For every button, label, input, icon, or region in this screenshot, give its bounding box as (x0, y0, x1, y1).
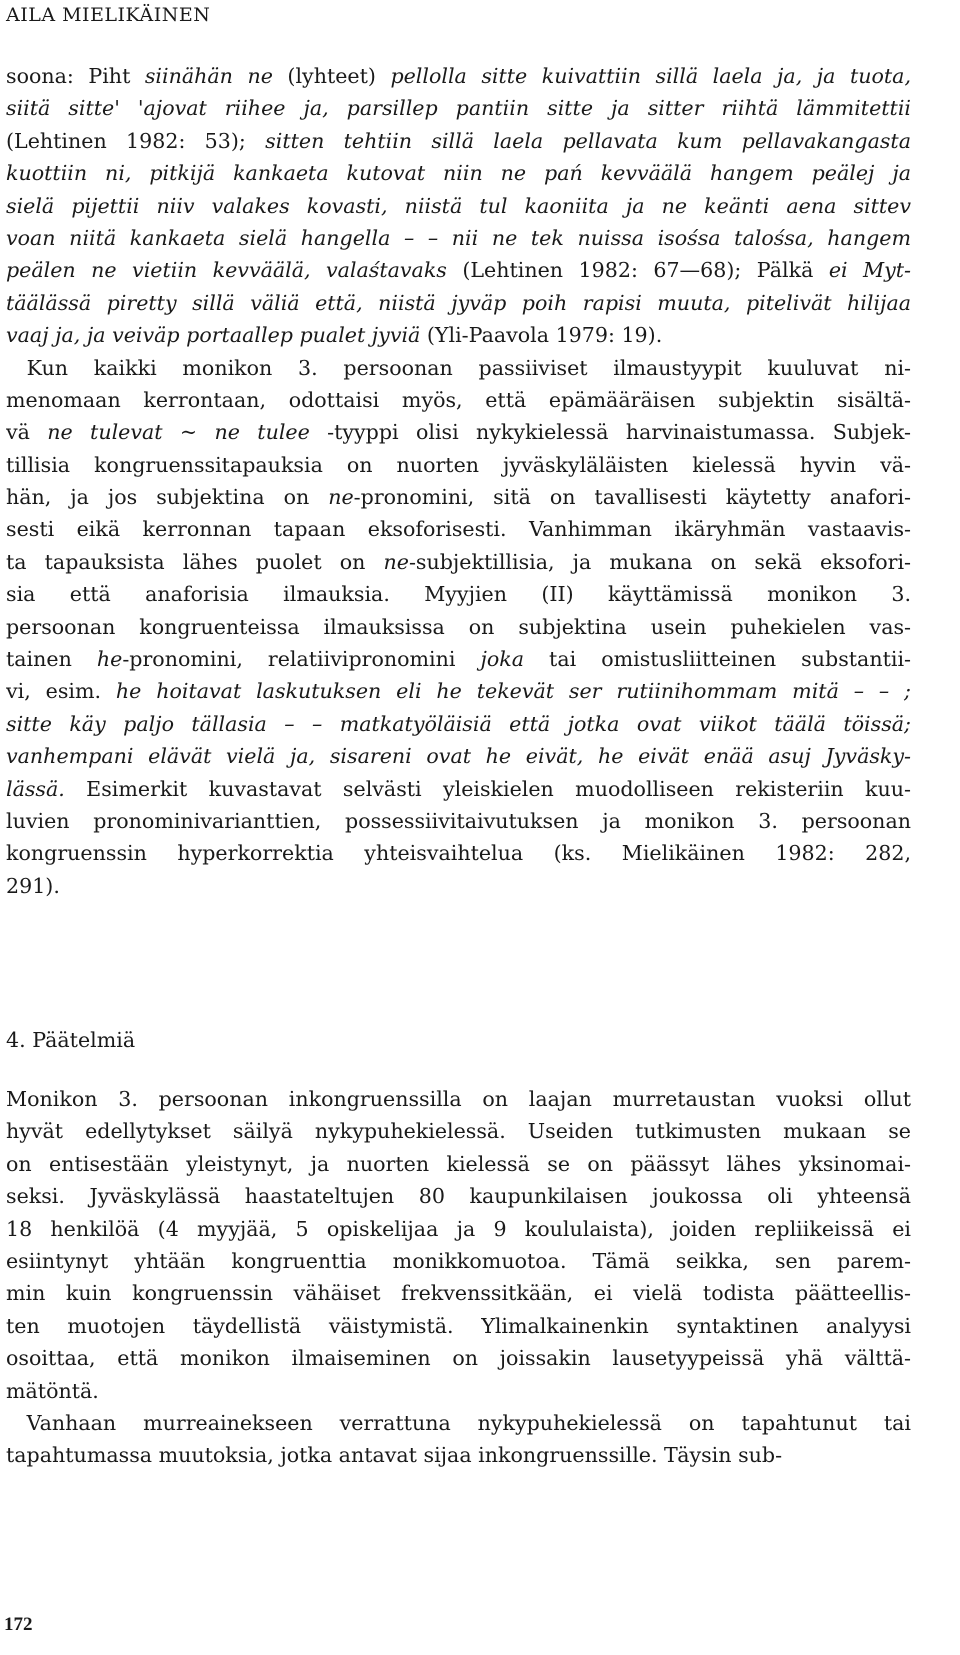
text-line (6, 1148, 911, 1180)
text-run: esiintynyt yhtään kongruenttia monikkomuotoa. Tämä seikka, sen parem- (6, 1248, 911, 1273)
text-run: ten muotojen täydellistä väistymistä. Ylimalkainenkin syntaktinen analyysi (6, 1313, 911, 1338)
text-run: hän, ja jos subjektina on (6, 485, 329, 510)
italic-run: pellolla sitte kuivattiin sillä laela ja, ja tuota, (390, 64, 911, 88)
text-run: -pronomini, sitä on tavallisesti käytetty anafori- (353, 485, 911, 510)
text-run: 291). (6, 873, 60, 898)
text-line (6, 60, 911, 92)
text-line (6, 1180, 911, 1212)
text-line (6, 643, 911, 675)
text-line (6, 837, 911, 869)
italic-run: sitte käy paljo tällasia – – matkatyöläisiä että jotka ovat viikot täälä töissä; (6, 711, 911, 736)
text-line (6, 416, 911, 448)
text-run: sesti eikä kerronnan tapaan eksoforisesti. Vanhimman ikäryhmän vastaavis- (6, 517, 911, 542)
text-run: Kun kaikki monikon 3. persoonan passiiviset ilmaustyypit kuuluvat ni- (6, 355, 911, 380)
section-heading: 4. Päätelmiä (6, 1028, 136, 1052)
italic-run: vanhempani elävät vielä ja, sisareni ovat he eivät, he eivät enää asuj Jyväsky- (6, 744, 911, 769)
text-run: osoittaa, että monikon ilmaiseminen on joissakin lausetyypeissä yhä välttä- (6, 1346, 911, 1371)
text-line (6, 1115, 911, 1147)
conclusions-section (6, 1083, 911, 1472)
conclusions-paragraph-1 (6, 1083, 911, 1472)
text-line (6, 773, 911, 805)
italic-run: he (96, 647, 123, 672)
text-line (6, 1310, 911, 1342)
text-run: kongruenssin hyperkorrektia yhteisvaihtelua (ks. Mielikäinen 1982: 282, (6, 841, 911, 866)
italic-run: ne (383, 549, 409, 574)
italic-run: ei Myt- (828, 258, 911, 283)
text-run: Vanhaan murreainekseen verrattuna nykypuhekielessä on tapahtunut tai (6, 1410, 911, 1435)
body-text (6, 60, 911, 902)
text-line (6, 254, 911, 286)
text-run: 18 henkilöä (4 myyjää, 5 opiskelijaa ja 9 koululaista), joiden repliikeissä ei (6, 1216, 911, 1241)
text-line (6, 352, 911, 384)
text-line (6, 513, 911, 545)
text-run: Monikon 3. persoonan inkongruenssilla on laajan murretaustan vuoksi ollut (6, 1087, 911, 1111)
text-run: menomaan kerrontaan, odottaisi myös, että epämääräisen subjektin sisältä- (6, 387, 911, 412)
text-run: vä (6, 420, 48, 445)
text-line (6, 870, 911, 902)
text-run: mätöntä. (6, 1378, 99, 1403)
text-line (6, 675, 911, 707)
text-run: tai omistusliitteinen substantii- (524, 647, 911, 672)
text-run: hyvät edellytykset säilyä nykypuhekielessä. Useiden tutkimusten mukaan se (6, 1119, 911, 1144)
text-line (6, 708, 911, 740)
text-line (6, 805, 911, 837)
text-run: Esimerkit kuvastavat selvästi yleiskielen muodolliseen rekisteriin kuu- (64, 776, 911, 801)
text-line (6, 740, 911, 772)
text-line (6, 449, 911, 481)
text-run: seksi. Jyväskylässä haastateltujen 80 kaupunkilaisen joukossa oli yhteensä (6, 1184, 911, 1209)
text-line (6, 1083, 911, 1115)
text-line (6, 1439, 911, 1471)
text-line (6, 92, 911, 124)
text-run: -subjektillisia, ja mukana on sekä eksofori- (408, 549, 911, 574)
text-run: (lyhteet) (272, 64, 391, 88)
text-line (6, 1342, 911, 1374)
text-line (6, 1375, 911, 1407)
italic-run: siitä sitte' 'ajovat riihee ja, parsillep pantiin sitte ja sitter riihtä lämmitettii (6, 96, 911, 121)
text-run: tainen (6, 647, 97, 672)
italic-run: peälen ne vietiin kevväälä, valaśtavaks (6, 258, 447, 283)
text-run: luvien pronominivarianttien, possessiivitaivutuksen ja monikon 3. persoonan (6, 808, 911, 833)
text-line (6, 578, 911, 610)
text-line (6, 222, 911, 254)
text-run: tapahtumassa muutoksia, jotka antavat sijaa inkongruenssille. Täysin sub- (6, 1443, 783, 1468)
text-line (6, 125, 911, 157)
italic-run: ne (328, 485, 354, 510)
discussion-paragraph (6, 352, 911, 903)
text-line (6, 1213, 911, 1245)
italic-run: kuottiin ni, pitkijä kankaeta kutovat niin ne pań kevväälä hangem peälej ja (6, 161, 911, 186)
text-line (6, 1407, 911, 1439)
text-line (6, 481, 911, 513)
text-run: (Yli-Paavola 1979: 19). (420, 323, 663, 348)
text-line (6, 1277, 911, 1309)
text-run: -tyyppi olisi nykykielessä harvinaistumassa. Subjek- (309, 420, 911, 445)
text-run: persoonan kongruenteissa ilmauksissa on subjektina usein puhekielen vas- (6, 614, 911, 639)
italic-run: voan niitä kankaeta sielä hangella – – nii ne tek nuissa isośsa talośsa, hangem (6, 225, 911, 250)
text-line (6, 546, 911, 578)
text-line (6, 190, 911, 222)
page-number: 172 (4, 1614, 33, 1635)
text-line (6, 287, 911, 319)
text-run: ta tapauksista lähes puolet on (6, 549, 384, 574)
text-run: (Lehtinen 1982: 53); (6, 128, 266, 153)
text-run: sia että anaforisia ilmauksia. Myyjien (II) käyttämissä monikon 3. (6, 582, 911, 607)
italic-run: lässä. (6, 776, 65, 801)
italic-run: he hoitavat laskutuksen eli he tekevät ser rutiinihommam mitä – – ; (115, 679, 911, 704)
text-line (6, 319, 911, 351)
text-run: tillisia kongruenssitapauksia on nuorten jyväskyläläisten kielessä hyvin vä- (6, 452, 911, 477)
italic-run: vaaj ja, ja veiväp portaallep pualet jyviä (6, 323, 421, 348)
italic-run: siinähän ne (144, 64, 273, 88)
italic-run: täälässä piretty sillä väliä että, niistä jyväp poih rapisi muuta, pitelivät hilijaa (6, 290, 911, 315)
example-paragraph (6, 60, 911, 352)
italic-run: joka (480, 647, 525, 672)
italic-run: ne tulevat (47, 420, 163, 445)
italic-run: ne tulee (214, 420, 310, 445)
italic-run: sielä pijettii niiv valakes kovasti, niistä tul kaoniita ja ne keänti aena sittev (6, 193, 911, 218)
text-run: on entisestään yleistynyt, ja nuorten kielessä se on päässyt lähes yksinomai- (6, 1151, 911, 1176)
text-run: vi, esim. (6, 679, 116, 704)
text-line (6, 384, 911, 416)
text-line (6, 611, 911, 643)
text-line (6, 1245, 911, 1277)
text-line (6, 157, 911, 189)
text-run: (Lehtinen 1982: 67—68); Pälkä (446, 258, 829, 283)
text-run: soona: Piht (6, 64, 145, 88)
text-run: ~ (162, 420, 215, 445)
italic-run: sitten tehtiin sillä laela pellavata kum pellavakangasta (265, 128, 911, 153)
text-run: min kuin kongruenssin vähäiset frekvenssitkään, ei vielä todista päätteellis- (6, 1281, 911, 1306)
running-head: AILA MIELIKÄINEN (6, 4, 211, 26)
text-run: -pronomini, relatiivipronomini (122, 647, 481, 672)
